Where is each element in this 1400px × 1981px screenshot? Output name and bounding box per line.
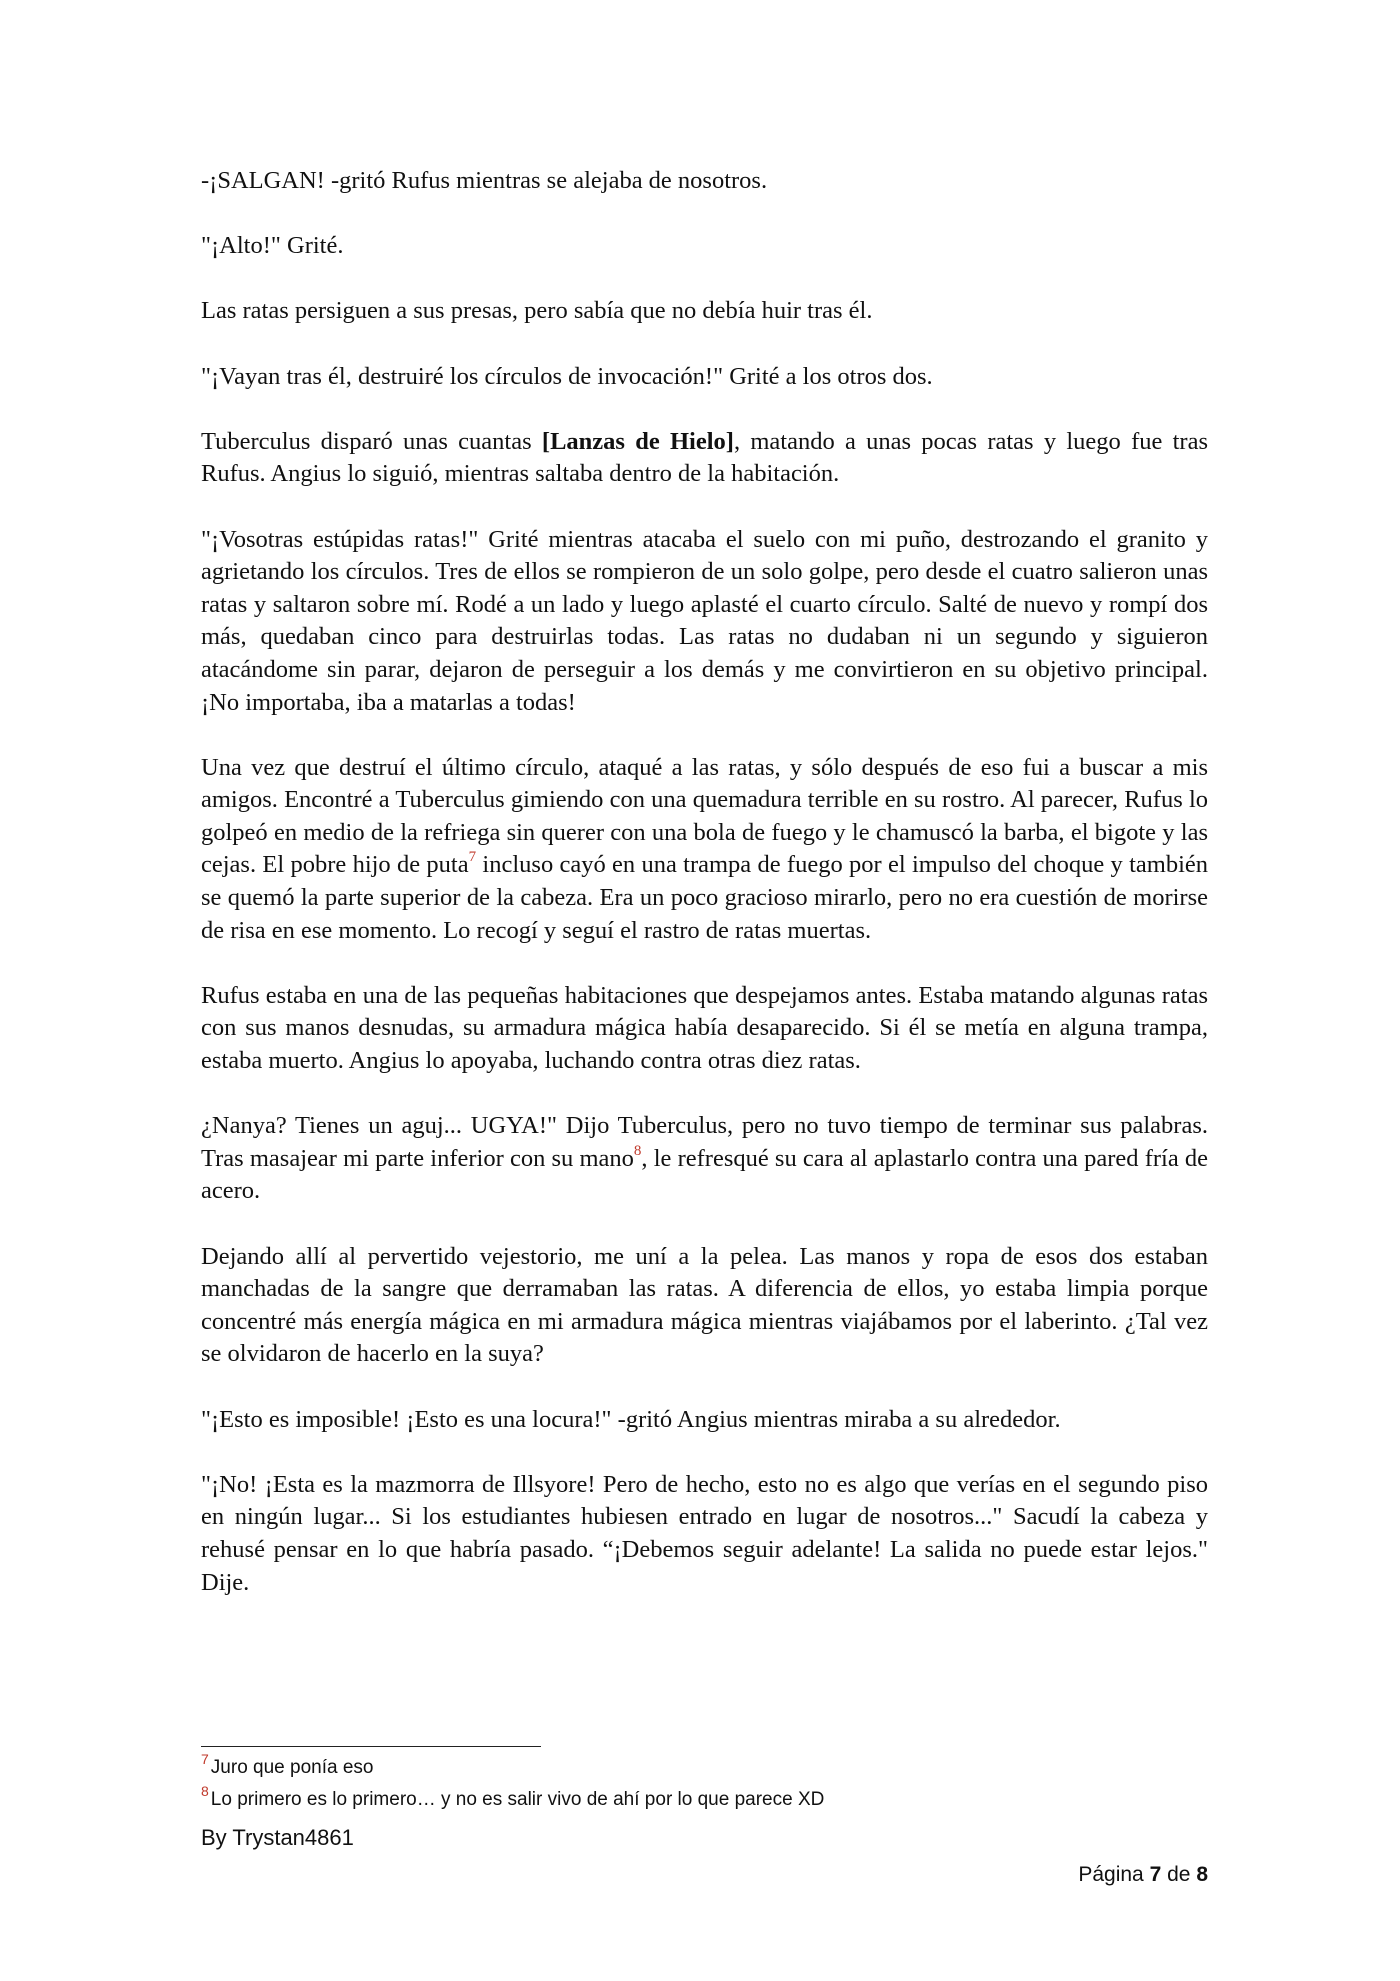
body-text [201, 165, 1208, 1632]
author-byline: By Trystan4861 [201, 1825, 354, 1850]
paragraph-11: "¡Esto es imposible! ¡Esto es una locura!" -gritó Angius mientras miraba a su alrededor. [201, 1405, 1061, 1433]
footnote-7: $^7$ Juro que ponía eso [201, 1751, 374, 1778]
paragraph-3: Las ratas persiguen a sus presas, pero sabía que no debía huir tras él. [201, 297, 873, 325]
paragraph-4: "¡Vayan tras él, destruiré los círculos de invocación!" Grité a los otros dos. [201, 362, 933, 390]
paragraph-2: "¡Alto!" Grité. [201, 232, 344, 260]
spell-name: [Lanzas de Hielo] [541, 427, 734, 455]
paragraph-6: "¡Vosotras estúpidas ratas!" Grité mientras atacaba el suelo con mi puño, destrozando el granito y agrietando los círculos. Tres de ellos se rompieron de un solo golpe, pero desde el cuatro salieron unas ratas y saltaron sobre mí. Rodé a un lado y luego aplasté el cuarto círculo. Salté de nuevo y rompí dos más, quedaban cinco para destruirlas todas. Las ratas no dudaban ni un segundo y siguieron atacándome sin parar, dejaron de perseguir a los demás y me convirtieron en su objetivo principal. ¡No importaba, iba a matarlas a todas! [201, 525, 1208, 716]
footnote-8: $^8$ Lo primero es lo primero… y no es salir vivo de ahí por lo que parece XD [201, 1783, 825, 1810]
footnotes [201, 1752, 1208, 1816]
paragraph-10: Dejando allí al pervertido vejestorio, me uní a la pelea. Las manos y ropa de esos dos estaban manchadas de la sangre que derramaban las ratas. A diferencia de ellos, yo estaba limpia porque concentré más energía mágica en mi armadura mágica mientras viajábamos por el laberinto. ¿Tal vez se olvidaron de hacerlo en la suya? [201, 1242, 1208, 1368]
paragraph-8: Rufus estaba en una de las pequeñas habitaciones que despejamos antes. Estaba matando algunas ratas con sus manos desnudas, su armadura mágica había desaparecido. Si él se metía en alguna trampa, estaba muerto. Angius lo apoyaba, luchando contra otras diez ratas. [201, 981, 1208, 1075]
footnote-ref-7[interactable]: 7 [468, 849, 477, 866]
footnote-ref-8[interactable]: 8 [633, 1142, 642, 1159]
paragraph-7: Una vez que destruí el último círculo, ataqué a las ratas, y sólo después de eso fui a buscar a mis amigos. Encontré a Tuberculus gimiendo con una quemadura terrible en su rostro. Al parecer, Rufus lo golpeó en medio de la refriega sin querer con una bola de fuego y le chamuscó la barba, el bigote y las cejas. El pobre hijo de puta$^7$ incluso cayó en una trampa de fuego por el impulso del choque y también se quemó la parte superior de la cabeza. Era un poco gracioso mirarlo, pero no era cuestión de morirse de risa en ese momento. Lo recogí y seguí el rastro de ratas muertas. [201, 753, 1208, 944]
paragraph-1: -¡SALGAN! -gritó Rufus mientras se alejaba de nosotros. [201, 167, 768, 194]
page-number: Página 7 de 8 [1078, 1863, 1208, 1886]
footnote-separator [201, 1746, 541, 1747]
paragraph-12: "¡No! ¡Esta es la mazmorra de Illsyore! Pero de hecho, esto no es algo que verías en el segundo piso en ningún lugar... Si los estudiantes hubiesen entrado en lugar de nosotros..." Sacudí la cabeza y rehusé pensar en lo que habría pasado. “¡Debemos seguir adelante! La salida no puede estar lejos." Dije. [201, 1470, 1208, 1596]
paragraph-5: Tuberculus disparó unas cuantas [Lanzas de Hielo], matando a unas pocas ratas y luego fue tras Rufus. Angius lo siguió, mientras saltaba dentro de la habitación. [201, 427, 1208, 488]
paragraph-9: ¿Nanya? Tienes un aguj... UGYA!" Dijo Tuberculus, pero no tuvo tiempo de terminar sus palabras. Tras masajear mi parte inferior con su mano$^8$, le refresqué su cara al aplastarlo contra una pared fría de acero. [201, 1112, 1209, 1205]
